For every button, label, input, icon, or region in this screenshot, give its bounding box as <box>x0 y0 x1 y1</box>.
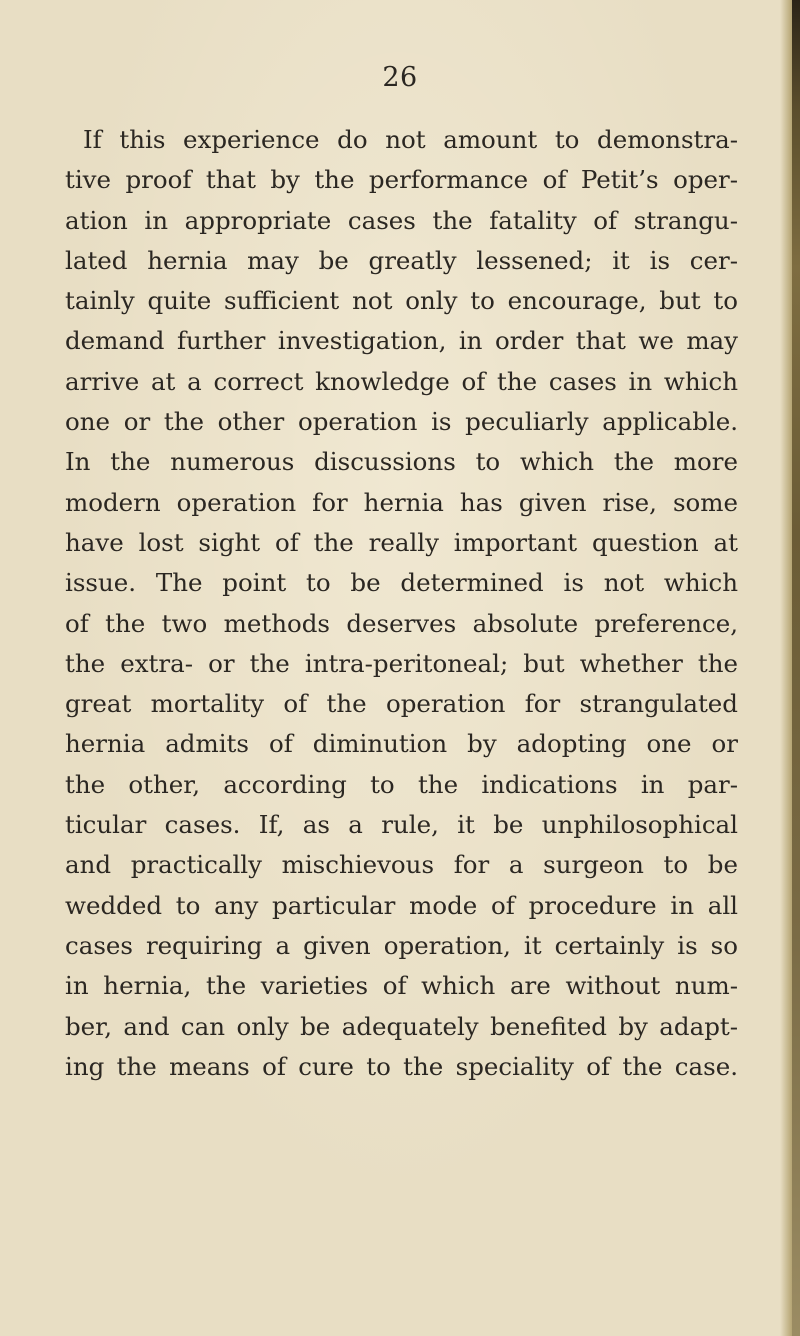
text-line: In the numerous discussions to which the more <box>65 447 738 477</box>
text-line: ticular cases. If, as a rule, it be unphilosophical <box>65 810 738 840</box>
body-text <box>65 120 738 1087</box>
text-line: If this experience do not amount to demonstra- <box>83 125 738 154</box>
page-number: 26 <box>382 62 418 93</box>
text-line: the other, according to the indications in par- <box>65 769 738 799</box>
text-line: cases requiring a given operation, it certainly is so <box>65 930 738 960</box>
text-line: tive proof that by the performance of Petit’s oper- <box>65 165 738 195</box>
text-line: arrive at a correct knowledge of the cases in which <box>65 366 738 396</box>
text-line: modern operation for hernia has given rise, some <box>65 487 738 517</box>
text-line: great mortality of the operation for strangulated <box>65 689 738 719</box>
text-line: the extra- or the intra-peritoneal; but whether the <box>65 648 738 678</box>
text-line: tainly quite sufficient not only to encourage, but to <box>65 286 738 316</box>
text-line: lated hernia may be greatly lessened; it is cer- <box>65 245 738 275</box>
text-line: hernia admits of diminution by adopting one or <box>65 729 738 759</box>
text-line: have lost sight of the really important question at <box>65 527 738 557</box>
text-line: issue. The point to be determined is not which <box>65 568 738 598</box>
text-line: and practically mischievous for a surgeon to be <box>65 850 738 880</box>
text-line: ber, and can only be adequately benefited by adapt- <box>65 1011 738 1041</box>
text-line: one or the other operation is peculiarly applicable. <box>65 407 738 437</box>
text-line: ing the means of cure to the speciality of the case. <box>65 1051 738 1081</box>
text-line: demand further investigation, in order that we may <box>65 326 738 356</box>
text-line: of the two methods deserves absolute preference, <box>65 608 738 638</box>
text-line: ation in appropriate cases the fatality of strangu- <box>65 205 738 235</box>
text-line: wedded to any particular mode of procedure in all <box>65 890 738 920</box>
page-edge <box>780 0 800 1336</box>
text-line: in hernia, the varieties of which are without num- <box>65 971 738 1001</box>
binding-shadow <box>792 0 800 1336</box>
